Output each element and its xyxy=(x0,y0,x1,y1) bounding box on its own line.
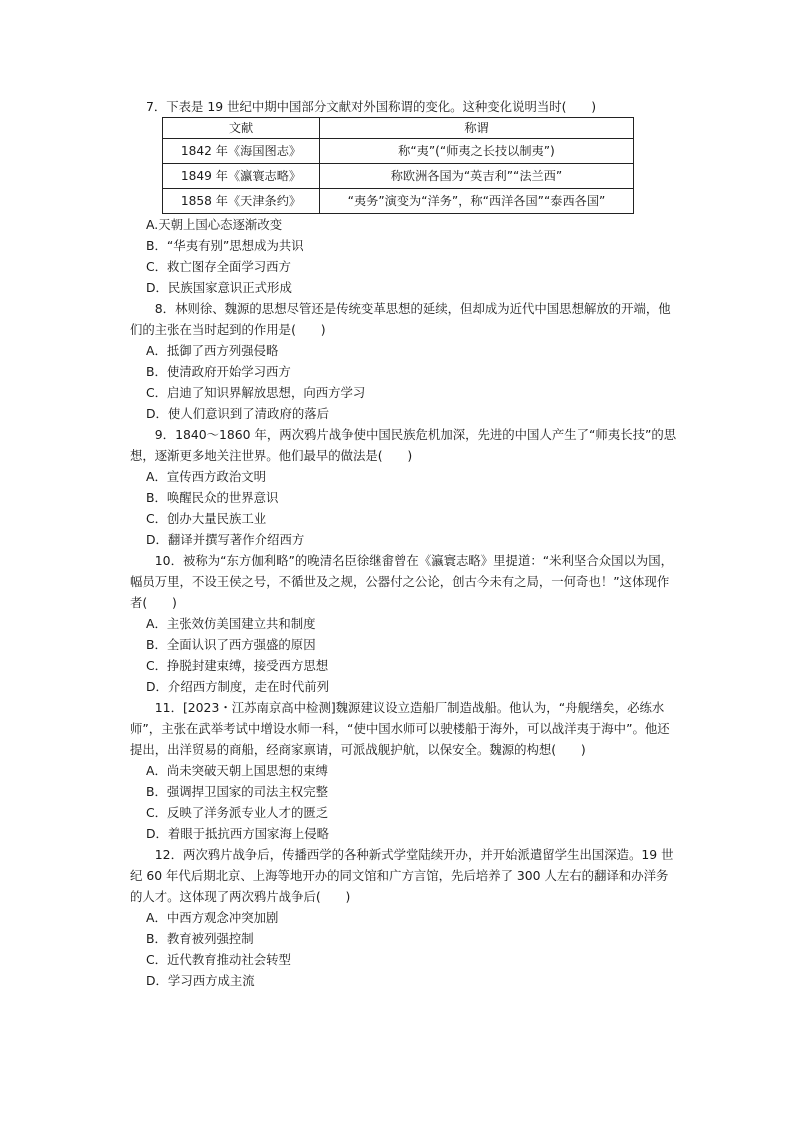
question-10-option-a: A．主张效仿美国建立共和制度 xyxy=(146,616,316,631)
question-9-option-c: C．创办大量民族工业 xyxy=(146,511,267,526)
question-12-option-b: B．教育被列强控制 xyxy=(146,931,254,946)
question-12-option-d: D．学习西方成主流 xyxy=(146,973,255,988)
question-11-option-a: A．尚未突破天朝上国思想的束缚 xyxy=(146,763,328,778)
question-12-option-a: A．中西方观念冲突加剧 xyxy=(146,910,279,925)
question-10-option-b: B．全面认识了西方强盛的原因 xyxy=(146,637,316,652)
question-9 xyxy=(130,424,678,550)
table-row xyxy=(163,164,634,189)
question-9-stem: 9．1840～1860 年，两次鸦片战争使中国民族危机加深，先进的中国人产生了“师夷长技”的思想，逐渐更多地关注世界。他们最早的做法是( ) xyxy=(130,427,677,463)
question-7-table xyxy=(162,117,634,214)
question-8-option-c: C．启迪了知识界解放思想，向西方学习 xyxy=(146,385,366,400)
question-8-option-b: B．使清政府开始学习西方 xyxy=(146,364,291,379)
question-list xyxy=(130,96,678,991)
question-11 xyxy=(130,697,678,844)
question-8-stem: 8．林则徐、魏源的思想尽管还是传统变革思想的延续，但却成为近代中国思想解放的开端，他们的主张在当时起到的作用是( ) xyxy=(130,301,671,337)
question-9-option-d: D．翻译并撰写著作介绍西方 xyxy=(146,532,305,547)
question-10-option-d: D．介绍西方制度，走在时代前列 xyxy=(146,679,330,694)
question-9-option-b: B．唤醒民众的世界意识 xyxy=(146,490,279,505)
question-7 xyxy=(146,96,678,298)
table-cell-document: 1858 年《天津条约》 xyxy=(163,189,320,214)
question-11-stem: 11．[2023・江苏南京高中检测]魏源建议设立造船厂制造战船。他认为，“舟舰缮矣，必练水师”，主张在武举考试中增设水师一科，“使中国水师可以驶楼船于海外，可以战洋夷于海中”。他还提出，出洋贸易的商船，经商家禀请，可派战舰护航，以保安全。魏源的构想( ) xyxy=(130,700,670,757)
table-cell-document: 1849 年《瀛寰志略》 xyxy=(163,164,320,189)
question-8-option-a: A．抵御了西方列强侵略 xyxy=(146,343,279,358)
question-11-option-d: D．着眼于抵抗西方国家海上侵略 xyxy=(146,826,330,841)
question-7-option-d: D．民族国家意识正式形成 xyxy=(146,280,292,295)
table-row xyxy=(163,189,634,214)
question-10-option-c: C．挣脱封建束缚，接受西方思想 xyxy=(146,658,329,673)
question-7-option-c: C．救亡图存全面学习西方 xyxy=(146,259,291,274)
question-7-option-b: B．“华夷有别”思想成为共识 xyxy=(146,238,304,253)
table-cell-appellation: 称欧洲各国为“英吉利”“法兰西” xyxy=(320,164,634,189)
question-11-option-b: B．强调捍卫国家的司法主权完整 xyxy=(146,784,328,799)
question-12-stem: 12．两次鸦片战争后，传播西学的各种新式学堂陆续开办，并开始派遣留学生出国深造。19 世纪 60 年代后期北京、上海等地开办的同文馆和广方言馆，先后培养了 300 人左右的翻译和办洋务的人才。这体现了两次鸦片战争后( ) xyxy=(130,847,674,904)
table-header-document: 文献 xyxy=(163,118,320,139)
table-row xyxy=(163,139,634,164)
question-7-stem: 7．下表是 19 世纪中期中国部分文献对外国称谓的变化。这种变化说明当时( ) xyxy=(146,99,597,114)
question-11-option-c: C．反映了洋务派专业人才的匮乏 xyxy=(146,805,329,820)
question-8-option-d: D．使人们意识到了清政府的落后 xyxy=(146,406,330,421)
question-7-option-a: A.天朝上国心态逐渐改变 xyxy=(146,217,283,232)
question-8 xyxy=(130,298,678,424)
question-10 xyxy=(130,550,678,697)
question-12 xyxy=(130,844,678,991)
table-header-appellation: 称谓 xyxy=(320,118,634,139)
table-cell-document: 1842 年《海国图志》 xyxy=(163,139,320,164)
question-10-stem: 10．被称为“东方伽利略”的晚清名臣徐继畬曾在《瀛寰志略》里提道：“米利坚合众国以为国，幅员万里，不设王侯之号，不循世及之规，公器付之公论，创古今未有之局，一何奇也！”这体现作者( ) xyxy=(130,553,674,610)
table-cell-appellation: 称“夷”(“师夷之长技以制夷”) xyxy=(320,139,634,164)
table-cell-appellation: “夷务”演变为“洋务”，称“西洋各国”“泰西各国” xyxy=(320,189,634,214)
table-header-row xyxy=(163,118,634,139)
question-9-option-a: A．宣传西方政治文明 xyxy=(146,469,266,484)
question-12-option-c: C．近代教育推动社会转型 xyxy=(146,952,291,967)
